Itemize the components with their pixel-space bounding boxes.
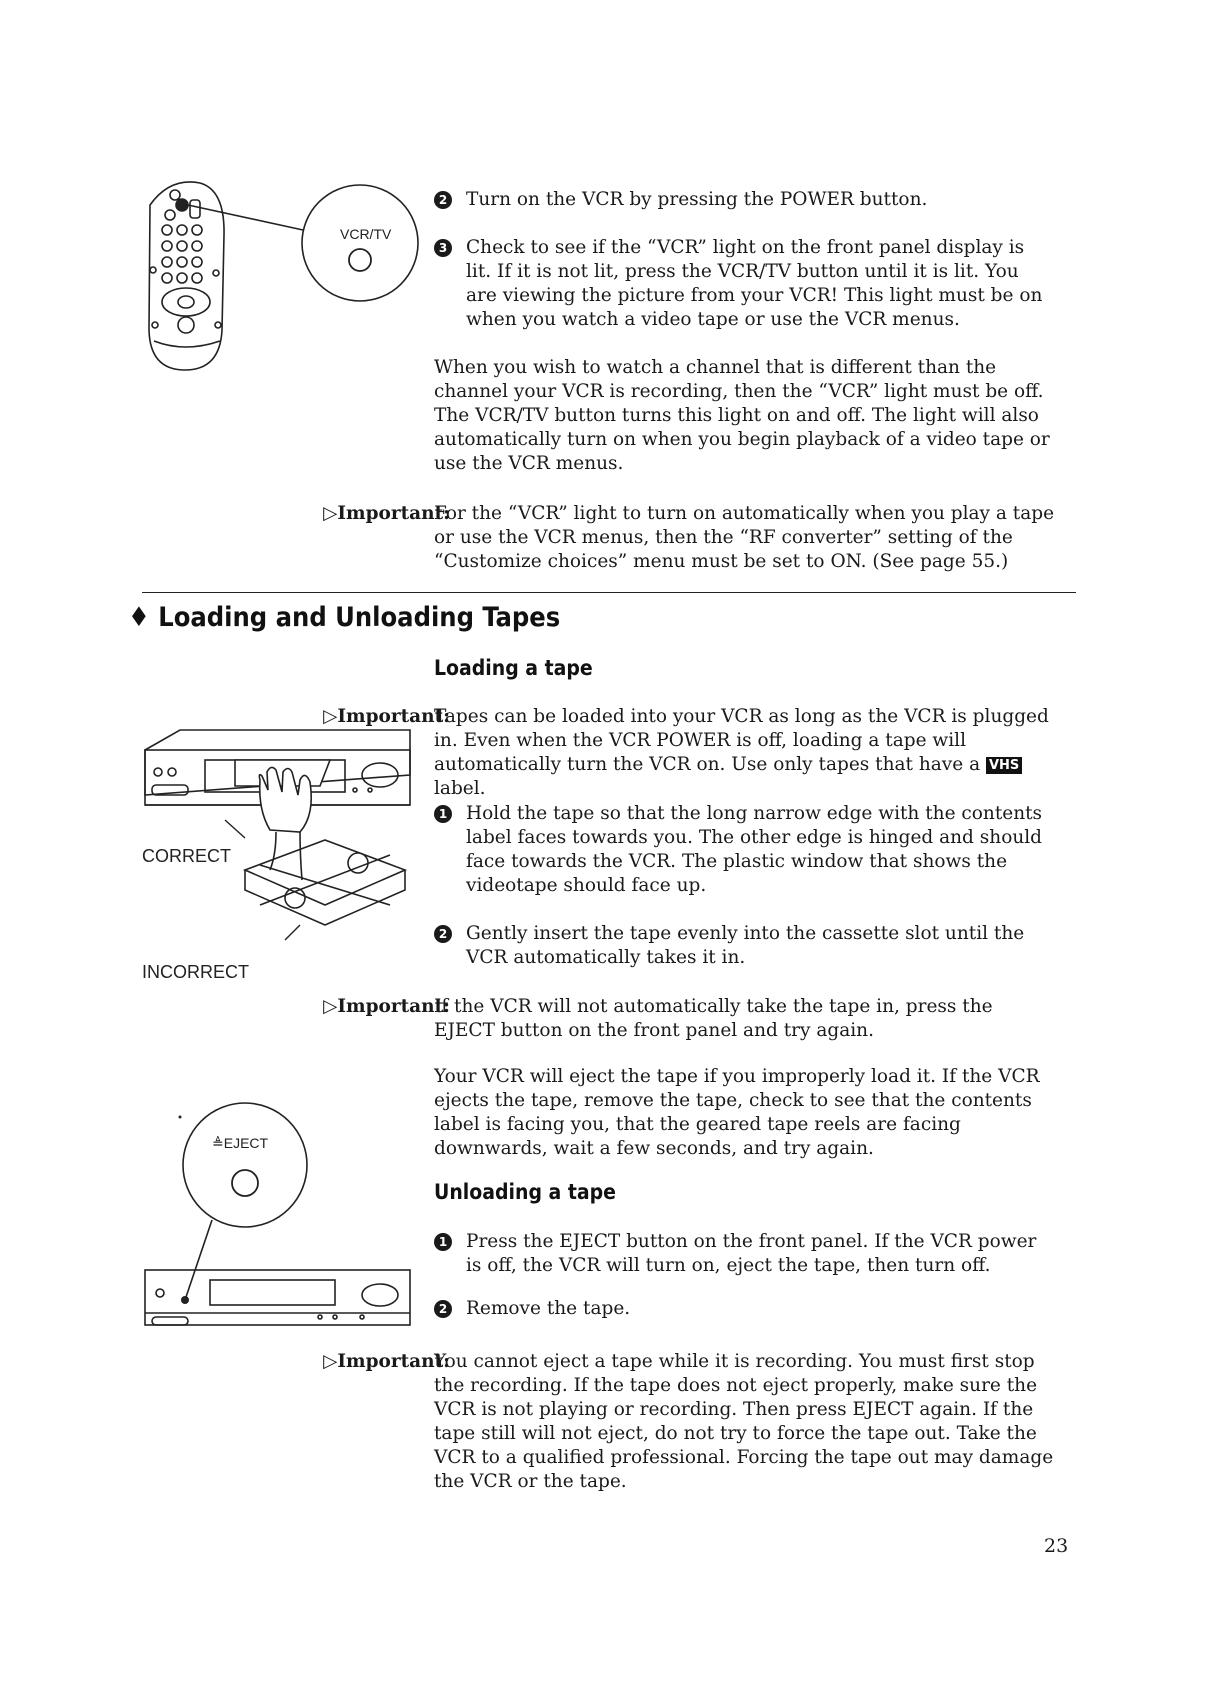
incorrect-label: INCORRECT [142,962,249,982]
diamond-bullet-icon: ♦ [128,602,150,633]
step-number-badge: 1 [434,1233,452,1251]
page-number: 23 [1044,1535,1069,1557]
vcr-eject-figure [140,1095,430,1335]
vcr-tv-figure-label: VCR/TV [340,226,392,242]
step-text: Hold the tape so that the long narrow edge with the contents label faces towards you. The other edge is hinged and should face towards the VCR. The plastic window that shows the videotape should face up. [466,803,1043,896]
step-number-badge: 3 [434,239,452,257]
eject-callout-circle [183,1103,307,1227]
correct-label: CORRECT [142,846,231,866]
remote-control-figure [140,175,420,375]
step-text: Remove the tape. [466,1298,631,1319]
important-loading-text: Tapes can be loaded into your VCR as long as the VCR is plugged in. Even when the VCR POWER is off, loading a tape will automatically turn the VCR on. Use only tapes that have a VHS label. [434,706,1049,799]
section-title: ♦ Loading and Unloading Tapes [128,602,561,633]
important-label: ▷Important: [323,1351,450,1372]
step-text: Check to see if the “VCR” light on the front panel display is lit. If it is not lit, press the VCR/TV button until it is lit. You are viewing the picture from your VCR! This light must be on when you watch a video tape or use the VCR menus. [466,237,1043,330]
step-text: Gently insert the tape evenly into the cassette slot until the VCR automatically takes it in. [466,923,1025,968]
step-2-power [438,188,1046,212]
vcr-tv-callout-circle [302,185,418,301]
unloading-step-2 [438,1297,1046,1321]
improper-load-paragraph: Your VCR will eject the tape if you improperly load it. If the VCR ejects the tape, remove the tape, check to see that the contents label is facing you, that the geared tape reels are facing downwards, wait a few seconds, and try again. [434,1066,1040,1159]
loading-heading: Loading a tape [434,656,593,680]
important-label: ▷Important: [323,706,450,727]
step-number-badge: 2 [434,925,452,943]
step-text: Press the EJECT button on the front panel. If the VCR power is off, the VCR will turn on, eject the tape, then turn off. [466,1231,1037,1276]
eject-button-icon [232,1170,258,1196]
cassette-tape-icon [245,840,405,925]
important-rf-converter-text: For the “VCR” light to turn on automatically when you play a tape or use the VCR menus, then the “RF converter” setting of the “Customize choices” menu must be set to ON. (See page 55.) [434,503,1055,572]
vcr-tv-button-icon [349,249,371,271]
unloading-step-1 [438,1230,1056,1278]
vcr-light-paragraph: When you wish to watch a channel that is different than the channel your VCR is recording, then the “VCR” light must be off. The VCR/TV button turns this light on and off. The light will also automatically turn on when you begin playback of a video tape or use the VCR menus. [434,357,1050,474]
important-label: ▷Important: [323,996,450,1017]
step-text: Turn on the VCR by pressing the POWER button. [466,189,928,210]
eject-figure-label: ≜EJECT [212,1135,269,1151]
hand-icon [235,760,330,880]
loading-step-2 [438,922,1056,970]
step-number-badge: 2 [434,191,452,209]
important-recording-text: You cannot eject a tape while it is recording. You must first stop the recording. If the tape does not eject properly, make sure the VCR is not playing or recording. Then press EJECT again. If the tape still will not eject, do not try to force the tape out. Take the VCR to a qualified professional. Forcing the tape out may damage the VCR or the tape. [434,1351,1054,1492]
step-3-vcr-light [438,236,1046,332]
section-divider [142,592,1076,593]
step-number-badge: 2 [434,1300,452,1318]
important-label: ▷Important: [323,503,450,524]
loading-step-1 [438,802,1056,898]
step-number-badge: 1 [434,805,452,823]
important-eject-text: If the VCR will not automatically take the tape in, press the EJECT button on the front panel and try again. [434,996,993,1041]
vhs-logo-icon: VHS [986,757,1022,774]
unloading-heading: Unloading a tape [434,1180,616,1204]
